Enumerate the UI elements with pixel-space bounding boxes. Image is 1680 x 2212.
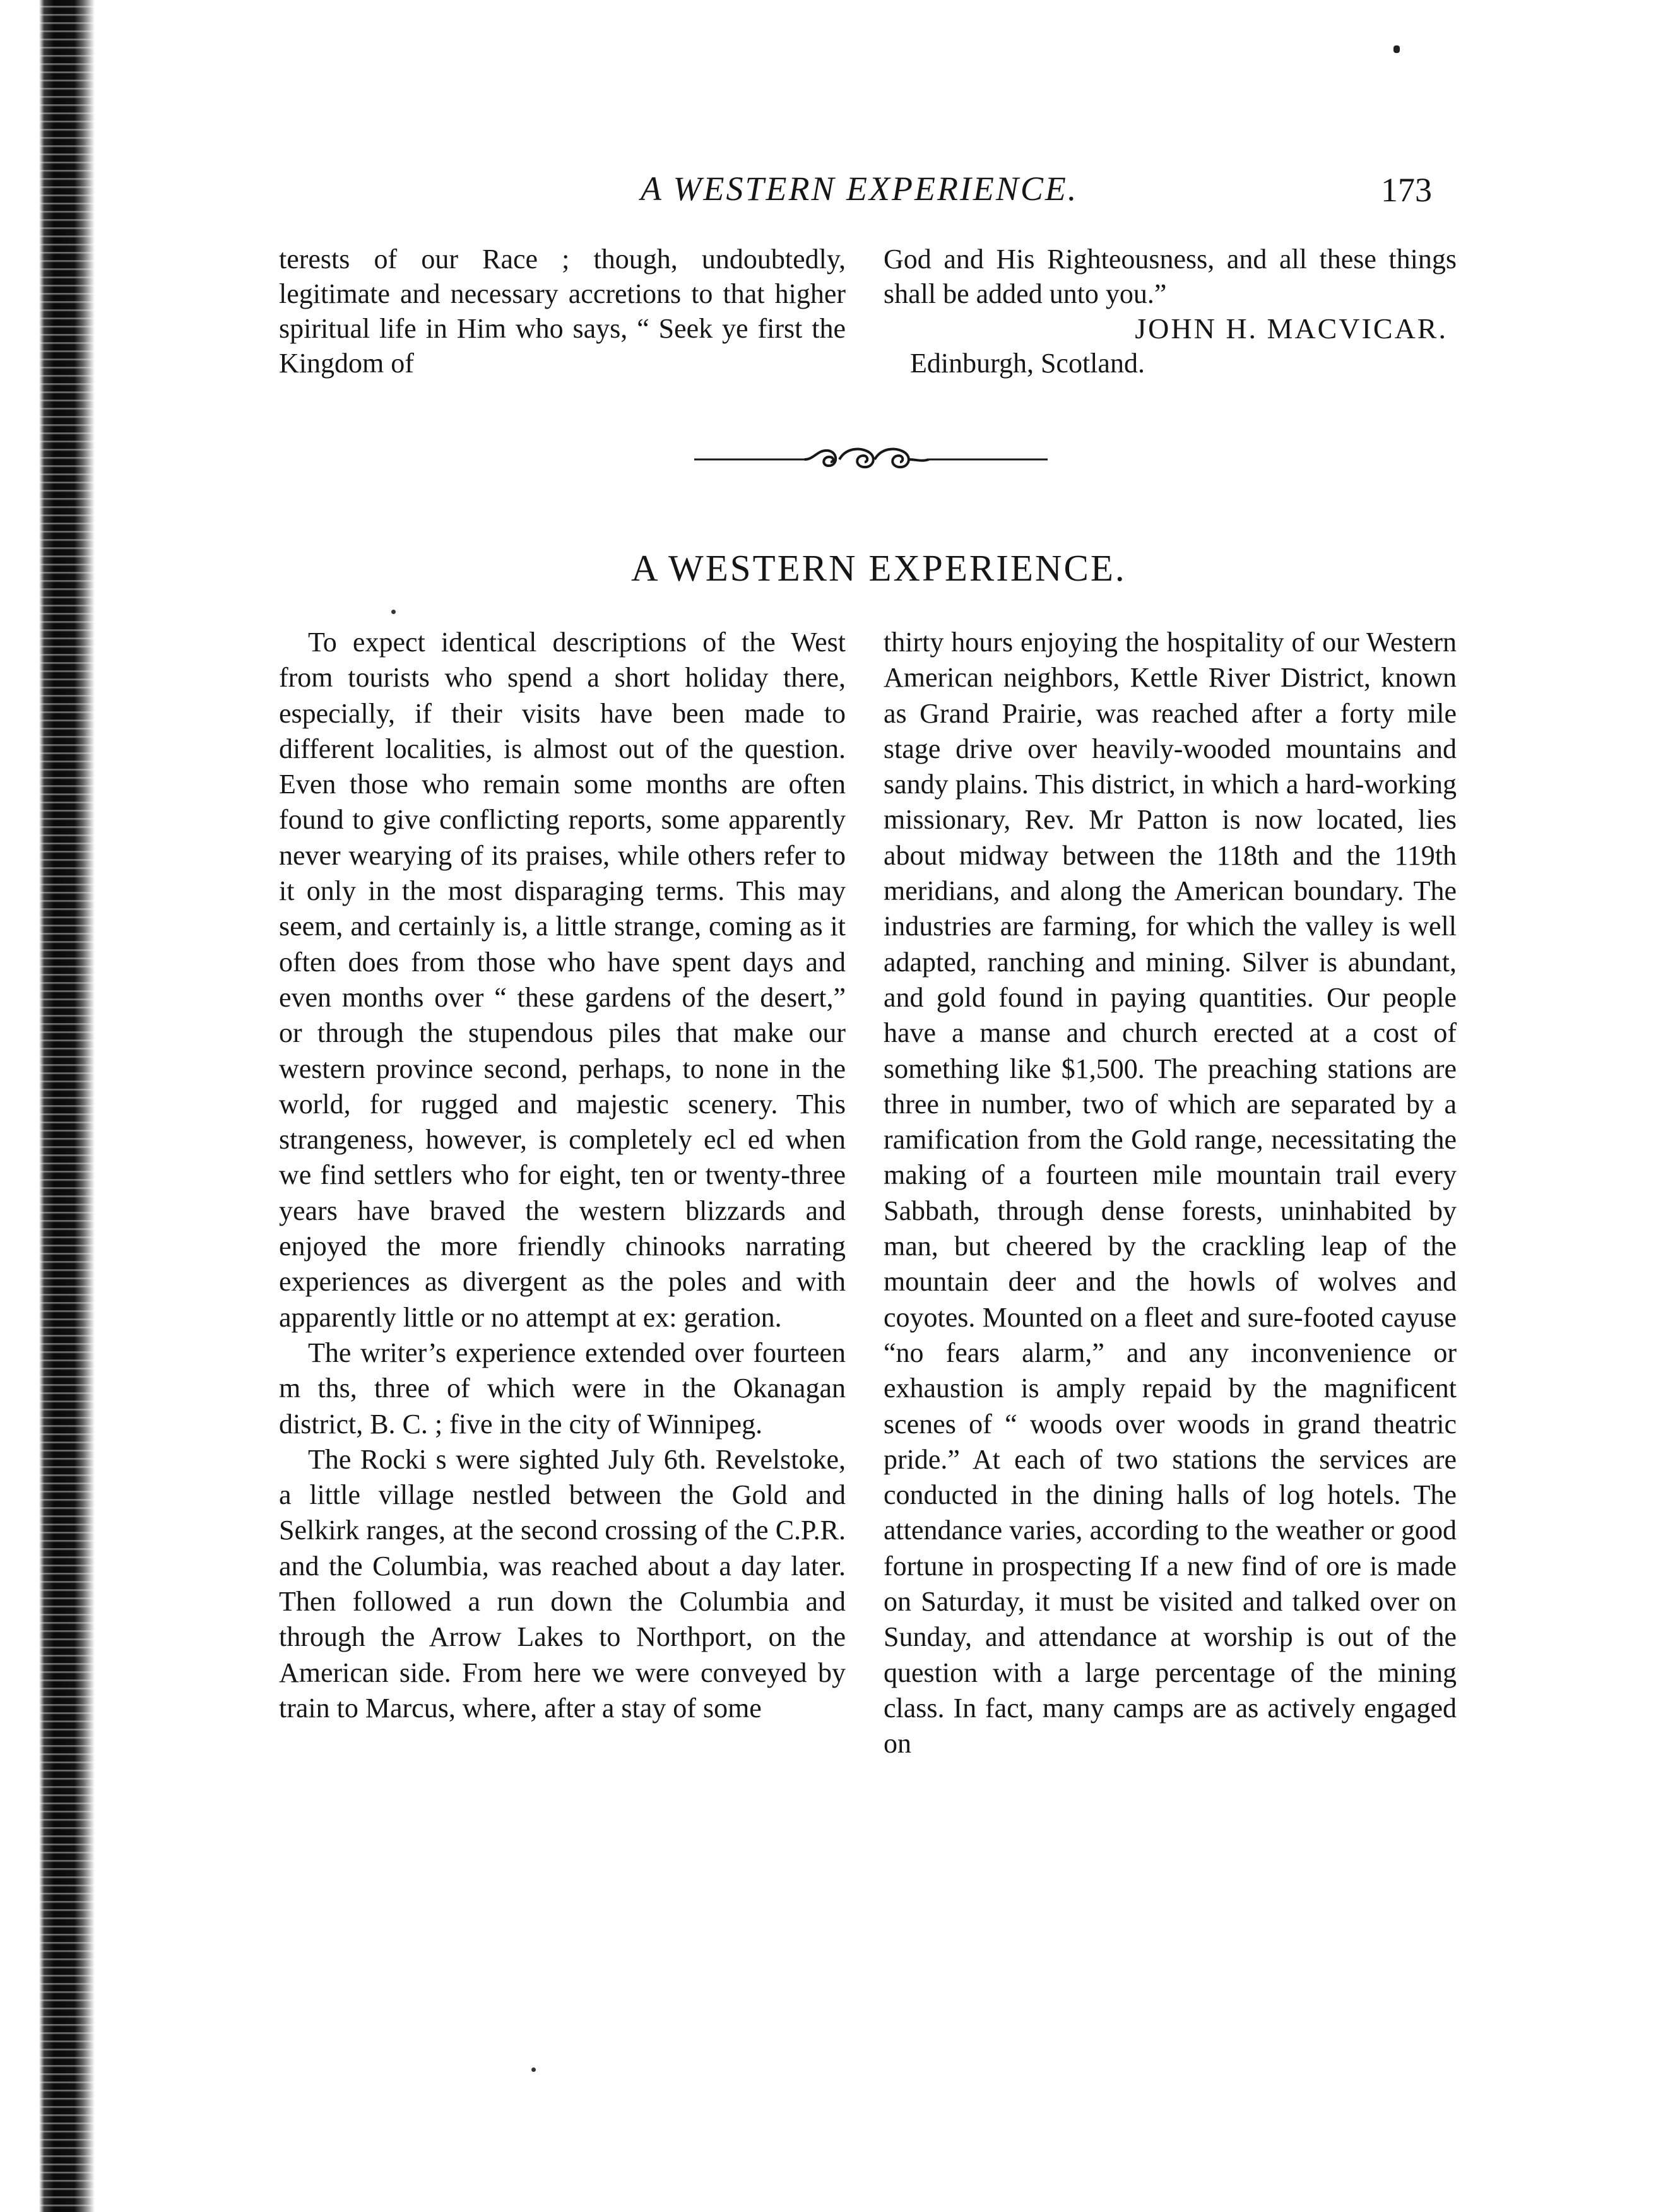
page-number: 173	[1381, 171, 1432, 209]
previous-article-text-left: terests of our Race ; though, undoubtedly, legitimate and necessary accretions to that higher spiritual life in Him who says, “ Seek ye first the Kingdom of	[279, 244, 846, 379]
section-divider-ornament	[694, 441, 1048, 476]
author-signature: JOHN H. MACVICAR.	[1135, 312, 1448, 345]
ink-speck	[391, 610, 396, 614]
article-title: A WESTERN EXPERIENCE.	[631, 547, 1127, 589]
ink-speck	[531, 2067, 536, 2072]
previous-article-right-column	[884, 242, 1457, 381]
article-right-column	[884, 625, 1457, 1762]
article-paragraph-continued: thirty hours enjoying the hospitality of our Western American neighbors, Kettle River District, known as Grand Prairie, was reached after a forty mile stage drive over heavily-wooded mountains and sandy plains. This district, in which a hard-working missionary, Rev. Mr Patton is now located, lies about midway between the 118th and the 119th meridians, and along the American boundary. The industries are farming, for which the valley is well adapted, ranching and mining. Silver is abundant, and gold found in paying quantities. Our people have a manse and church erected at a cost of something like $1,500. The preaching stations are three in number, two of which are separated by a ramification from the Gold range, necessitating the making of a fourteen mile mountain trail every Sabbath, through dense forests, uninhabited by man, but cheered by the crackling leap of the mountain deer and the howls of wolves and coyotes. Mounted on a fleet and sure-footed cayuse “no fears alarm,” and any inconvenience or exhaustion is amply repaid by the magnificent scenes of “ woods over woods in grand theatric pride.” At each of two stations the services are conducted in the dining halls of log hotels. The attendance varies, according to the weather or good fortune in prospecting If a new find of ore is made on Saturday, it must be visited and talked over on Sunday, and attendance at worship is out of the question with a large percentage of the mining class. In fact, many camps are as actively engaged on	[884, 627, 1457, 1760]
article-paragraph: The Rocki s were sighted July 6th. Revelstoke, a little village nestled between the Gold and Selkirk ranges, at the second crossing of the C.P.R. and the Columbia, was reached about a day later. Then followed a run down the Columbia and through the Arrow Lakes to Northport, on the American side. From here we were conveyed by train to Marcus, where, after a stay of some	[279, 1443, 846, 1724]
author-location: Edinburgh, Scotland.	[910, 348, 1145, 379]
article-paragraph: The writer’s experience extended over fourteen m ths, three of which were in the Okanagan district, B. C. ; five in the city of Winnipeg.	[279, 1337, 846, 1440]
previous-article-text-right: God and His Righteousness, and all these things shall be added unto you.”	[884, 244, 1457, 309]
previous-article-left-column	[279, 242, 846, 381]
scanned-binding-edge	[0, 0, 95, 2212]
article-left-column	[279, 625, 846, 1726]
running-head: A WESTERN EXPERIENCE.	[641, 170, 1079, 208]
scan-speck	[1393, 45, 1400, 53]
article-paragraph: To expect identical descriptions of the West from tourists who spend a short holiday there, especially, if their visits have been made to different localities, is almost out of the question. Even those who remain some months are often found to give conflicting reports, some apparently never wearying of its praises, while others refer to it only in the most disparaging terms. This may seem, and certainly is, a little strange, coming as it often does from those who have spent days and even months over “ these gardens of the desert,” or through the stupendous piles that make our western province second, perhaps, to none in the world, for rugged and majestic scenery. This strangeness, however, is completely ecl ed when we find settlers who for eight, ten or twenty-three years have braved the western blizzards and enjoyed the more friendly chinooks narrating experiences as divergent as the poles and with apparently little or no attempt at ex: geration.	[279, 627, 846, 1333]
